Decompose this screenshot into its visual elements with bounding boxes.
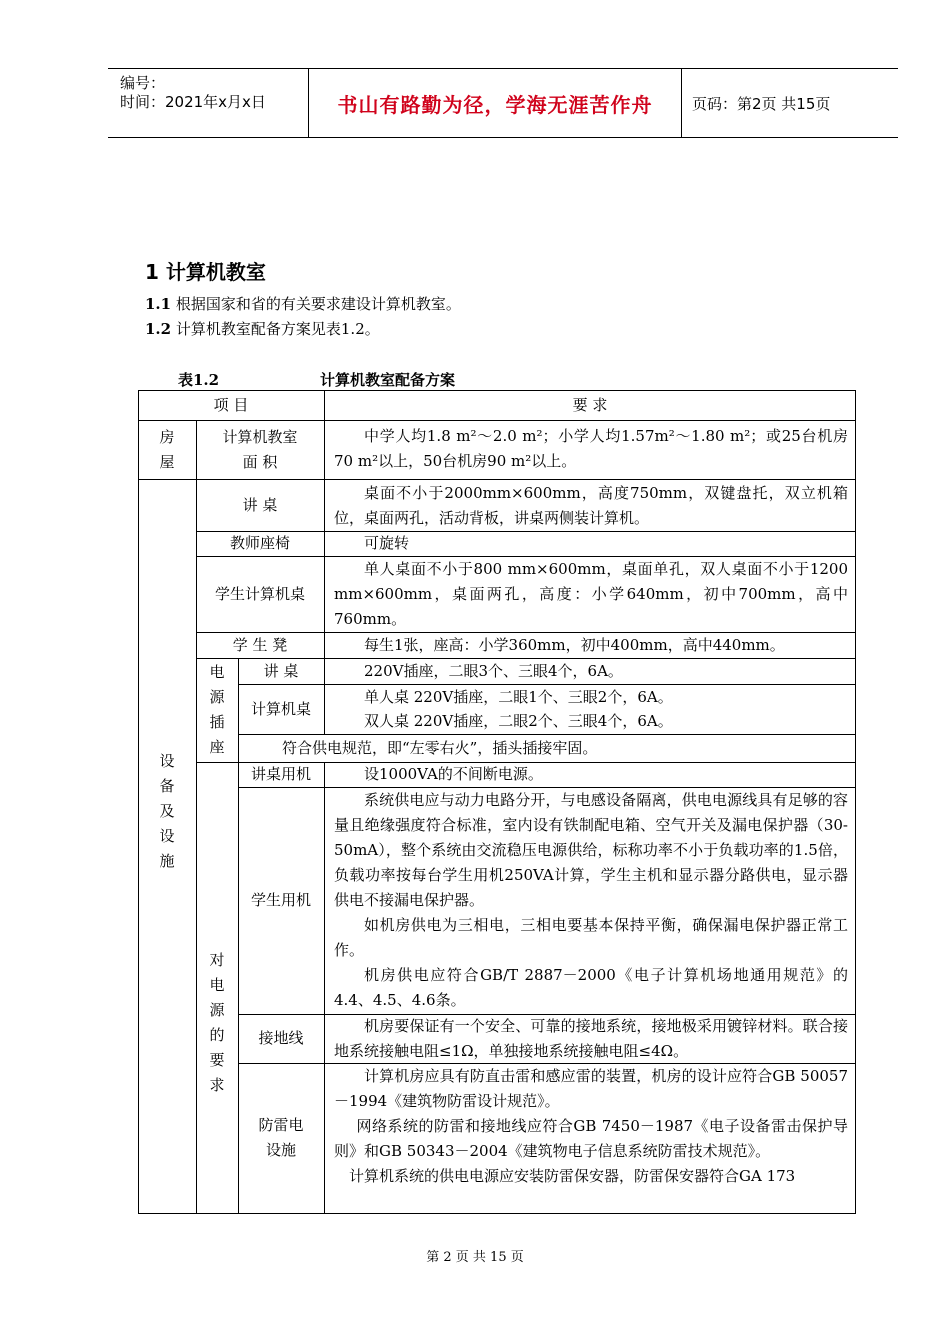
row-label-teacher-chair: 教师座椅 — [229, 534, 290, 552]
lightning-requirement-1: 计算机房应具有防直击雷和感应雷的装置，机房的设计应符合GB 50057－1994《建筑物防雷设计规范》。 — [334, 1067, 848, 1110]
header-meta — [108, 69, 309, 137]
time-label: 时间：2021年x月x日 — [120, 93, 266, 111]
paragraph-1-2-text: 计算机教室配备方案见表1.2。 — [171, 320, 380, 338]
paragraph-1-1-number: 1.1 — [145, 295, 172, 313]
row-label-lectern-pc: 讲桌用机 — [250, 765, 311, 783]
row-label-student-desk: 学生计算机桌 — [214, 584, 305, 603]
row-label-ground-wire: 接地线 — [258, 1029, 304, 1047]
page-footer: 第 2 页 共 15 页 — [426, 1250, 524, 1265]
group-power-socket: 电 源 插 座 — [209, 663, 225, 756]
student-desk-requirement: 单人桌面不小于800 mm×600mm，桌面单孔，双人桌面不小于1200 mm×600mm，桌面两孔，高度：小学640mm，初中700mm，高中760mm。 — [334, 560, 848, 628]
paragraph-1-2 — [145, 318, 380, 339]
col-header-requirement: 要 求 — [572, 395, 608, 414]
col-header-item: 项 目 — [213, 395, 249, 414]
row-label-lectern: 讲 桌 — [242, 495, 278, 514]
teacher-chair-requirement: 可旋转 — [364, 534, 410, 552]
equipment-table — [138, 390, 856, 1214]
row-label-student-stool: 学 生 凳 — [232, 635, 288, 654]
header-page-cell — [682, 69, 898, 137]
room-area-requirement: 中学人均1.8 m²～2.0 m²；小学人均1.57m²～1.80 m²；或25台机房70 m²以上，50台机房90 m²以上。 — [334, 427, 848, 470]
student-pc-requirements — [324, 788, 856, 1013]
lectern-pc-requirement: 设1000VA的不间断电源。 — [364, 765, 543, 783]
socket-computer-desk-single: 单人桌 220V插座，二眼1个、三眼2个，6A。 — [364, 688, 673, 706]
socket-rule: 符合供电规范，即“左零右火”，插头插接牢固。 — [282, 739, 598, 757]
socket-lectern-requirement: 220V插座，二眼3个、三眼4个，6A。 — [364, 662, 623, 680]
row-label-socket-lectern: 讲 桌 — [263, 661, 299, 680]
student-pc-requirement-2: 如机房供电为三相电，三相电要基本保持平衡，确保漏电保护器正常工作。 — [334, 916, 848, 959]
row-label-lightning-protection: 防雷电 设施 — [258, 1116, 304, 1159]
row-label-room-area: 计算机教室 面 积 — [222, 427, 298, 471]
paragraph-1-1-text: 根据国家和省的有关要求建设计算机教室。 — [171, 295, 461, 313]
student-stool-requirement: 每生1张，座高：小学360mm，初中400mm，高中440mm。 — [364, 636, 785, 654]
lectern-requirement: 桌面不小于2000mm×600mm，高度750mm，双键盘托，双立机箱位，桌面两孔，活动背板，讲桌两侧装计算机。 — [334, 484, 848, 527]
group-equipment: 设 备 及 设 施 — [159, 751, 175, 870]
table-caption-title: 计算机教室配备方案 — [320, 371, 456, 389]
table-caption-number: 表1.2 — [178, 371, 220, 389]
student-pc-requirement-3: 机房供电应符合GB/T 2887－2000《电子计算机场地通用规范》的4.4、4.5、4.6条。 — [334, 966, 848, 1009]
group-house: 房 屋 — [159, 427, 175, 471]
paragraph-1-2-number: 1.2 — [145, 320, 172, 338]
row-label-socket-computer-desk: 计算机桌 — [250, 699, 311, 718]
student-pc-requirement-1: 系统供电应与动力电路分开，与电感设备隔离，供电电源线具有足够的容量且绝缘强度符合标准，室内设有铁制配电箱、空气开关及漏电保护器（30-50mA），整个系统由交流稳压电源供给，标称功率不小于负载功率的1.5倍，负载功率按每台学生用机250VA计算，学生主机和显示器分路供电，显示器供电不接漏电保护器。 — [334, 791, 848, 909]
lightning-protection-requirements — [324, 1064, 856, 1189]
section-title: 1 计算机教室 — [145, 260, 266, 284]
motto: 书山有路勤为径，学海无涯苦作舟 — [337, 92, 653, 117]
header-motto-cell — [309, 69, 682, 137]
lightning-requirement-3: 计算机系统的供电电源应安装防雷保安器，防雷保安器符合GA 173 — [349, 1167, 796, 1185]
ground-wire-requirement: 机房要保证有一个安全、可靠的接地系统，接地极采用镀锌材料。联合接地系统接触电阻≤1Ω，单独接地系统接触电阻≤4Ω。 — [334, 1017, 848, 1060]
socket-computer-desk-double: 双人桌 220V插座，二眼2个、三眼4个，6A。 — [364, 712, 673, 730]
page-header — [108, 68, 898, 138]
number-label: 编号： — [120, 74, 166, 92]
page-code: 页码：第2页 共15页 — [692, 94, 831, 113]
paragraph-1-1 — [145, 293, 461, 314]
group-power-requirements: 对 电 源 的 要 求 — [209, 950, 225, 1094]
row-label-student-pc: 学生用机 — [250, 891, 311, 909]
lightning-requirement-2: 网络系统的防雷和接地线应符合GB 7450－1987《电子设备雷击保护导则》和GB 50343－2004《建筑物电子信息系统防雷技术规范》。 — [334, 1117, 848, 1160]
